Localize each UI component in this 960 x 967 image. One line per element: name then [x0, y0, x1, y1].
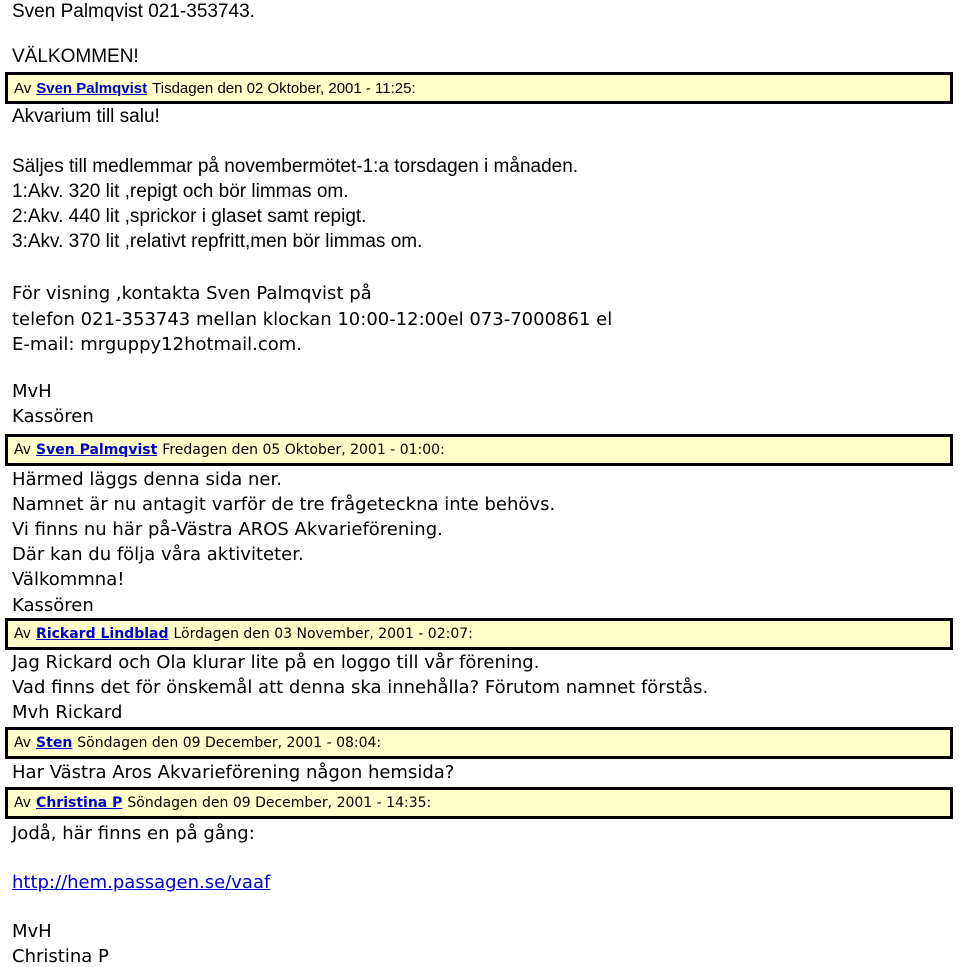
- author-link[interactable]: Sven Palmqvist: [36, 79, 148, 97]
- post-body-line: MvH: [12, 921, 52, 942]
- author-link[interactable]: Sven Palmqvist: [36, 442, 158, 458]
- post-body-line: Jag Rickard och Ola klurar lite på en loggo till vår förening.: [12, 652, 540, 673]
- post-body-line: Mvh Rickard: [12, 702, 123, 723]
- post-date: Lördagen den 03 November, 2001 - 02:07:: [173, 626, 473, 642]
- post-body-line: Akvarium till salu!: [12, 106, 160, 127]
- post-body-line: För visning ,kontakta Sven Palmqvist på: [12, 283, 372, 304]
- post-body-line: Vi finns nu här på-Västra AROS Akvarieförening.: [12, 519, 443, 540]
- header-line: Sven Palmqvist 021-353743.: [12, 1, 255, 22]
- post-body-line: Härmed läggs denna sida ner.: [12, 469, 282, 490]
- post-header: [5, 787, 953, 819]
- post-body-line: 2:Akv. 440 lit ,sprickor i glaset samt repigt.: [12, 206, 367, 227]
- post-prefix: Av: [14, 442, 32, 458]
- author-link[interactable]: Rickard Lindblad: [36, 626, 169, 642]
- post-body-line: 3:Akv. 370 lit ,relativt repfritt,men bör limmas om.: [12, 231, 423, 252]
- author-link[interactable]: Christina P: [36, 795, 123, 811]
- post-prefix: Av: [14, 79, 32, 97]
- author-link[interactable]: Sten: [36, 735, 73, 751]
- post-prefix: Av: [14, 795, 32, 811]
- post-body-line: MvH: [12, 381, 52, 402]
- post-body-line: Christina P: [12, 946, 109, 967]
- post-header: [5, 727, 953, 759]
- post-body-line: Namnet är nu antagit varför de tre frågeteckna inte behövs.: [12, 494, 556, 515]
- post-body-line: Kassören: [12, 595, 94, 616]
- post-body-line: Säljes till medlemmar på novembermötet-1:a torsdagen i månaden.: [12, 156, 579, 177]
- post-date: Fredagen den 05 Oktober, 2001 - 01:00:: [162, 442, 445, 458]
- welcome-text: VÄLKOMMEN!: [12, 46, 139, 67]
- post-body-line: Vad finns det för önskemål att denna ska innehålla? Förutom namnet förstås.: [12, 677, 709, 698]
- post-date: Söndagen den 09 December, 2001 - 08:04:: [77, 735, 382, 751]
- website-link[interactable]: http://hem.passagen.se/vaaf: [12, 872, 271, 893]
- post-body-line: E-mail: mrguppy12hotmail.com.: [12, 334, 303, 355]
- post-prefix: Av: [14, 626, 32, 642]
- post-header: [5, 72, 953, 104]
- post-body-line: Har Västra Aros Akvarieförening någon hemsida?: [12, 762, 455, 783]
- post-body-line: Där kan du följa våra aktiviteter.: [12, 544, 304, 565]
- post-header: [5, 434, 953, 466]
- post-body-line: Välkommna!: [12, 569, 125, 590]
- post-body-line: Jodå, här finns en på gång:: [12, 823, 255, 844]
- post-body-line: telefon 021-353743 mellan klockan 10:00-12:00el 073-7000861 el: [12, 309, 613, 330]
- post-date: Tisdagen den 02 Oktober, 2001 - 11:25:: [152, 79, 416, 97]
- post-body-line: 1:Akv. 320 lit ,repigt och bör limmas om.: [12, 181, 349, 202]
- post-prefix: Av: [14, 735, 32, 751]
- post-header: [5, 618, 953, 650]
- post-body-line: [12, 871, 270, 895]
- post-date: Söndagen den 09 December, 2001 - 14:35:: [127, 795, 432, 811]
- post-body-line: Kassören: [12, 406, 94, 427]
